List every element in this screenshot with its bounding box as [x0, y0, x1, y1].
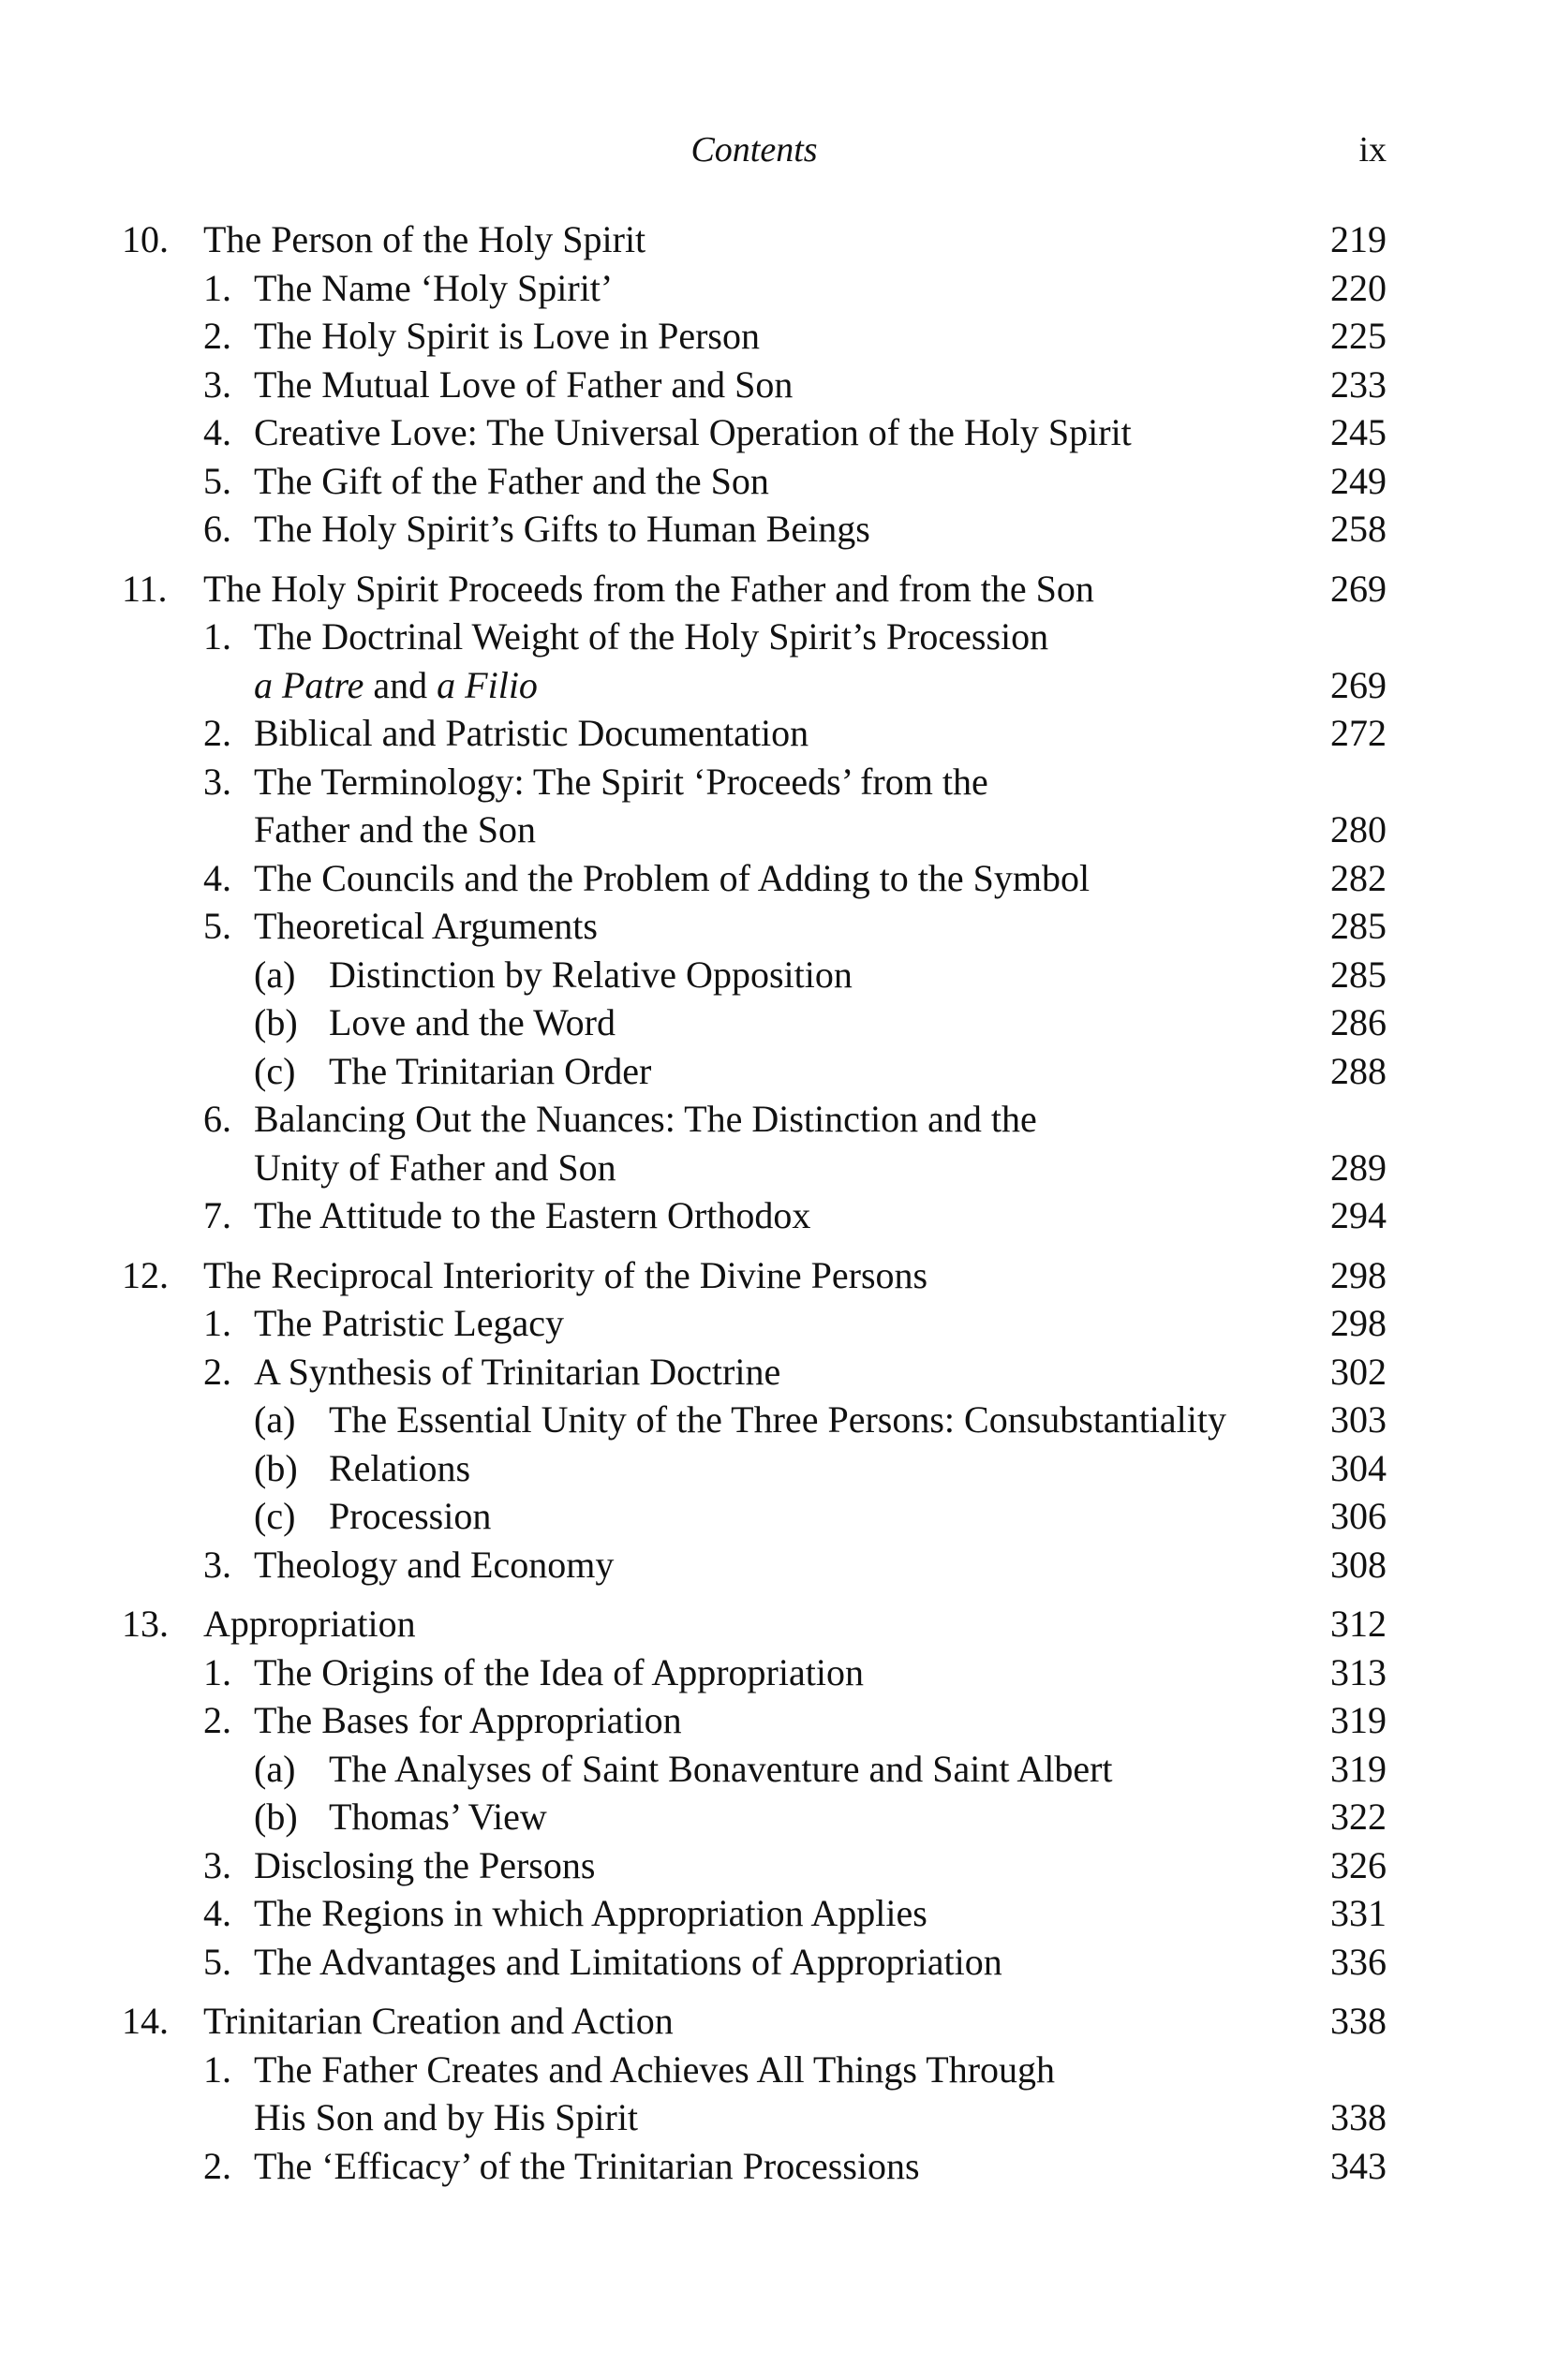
toc-chapter-row: [122, 1600, 1387, 1648]
toc-section-row: [122, 1348, 1387, 1397]
section-number: 6.: [203, 508, 231, 550]
running-header: [122, 129, 1387, 185]
section-page-number: 306: [1330, 1495, 1387, 1537]
toc-subsection-row: [122, 1396, 1387, 1444]
toc-subsection-row: [122, 998, 1387, 1047]
toc-subsection-row: [122, 1047, 1387, 1096]
toc-section-row: [122, 613, 1387, 661]
section-title: The ‘Efficacy’ of the Trinitarian Processions: [254, 2144, 920, 2187]
toc-chapter-row: [122, 1251, 1387, 1300]
section-number: 5.: [203, 905, 231, 947]
chapter-title: The Person of the Holy Spirit: [203, 218, 646, 260]
section-title: The Councils and the Problem of Adding to the Symbol: [254, 856, 1090, 899]
toc-subsection-row: [122, 1745, 1387, 1794]
toc-chapter: [122, 1997, 1387, 2190]
section-number: 2.: [203, 1350, 231, 1393]
toc-section-row: [122, 709, 1387, 758]
toc-section-row: [122, 408, 1387, 457]
chapter-number: 10.: [122, 218, 169, 260]
chapter-page-number: 298: [1330, 1253, 1387, 1296]
toc-section-row: [122, 505, 1387, 554]
section-title-continuation: [254, 661, 538, 710]
section-page-number: 308: [1330, 1543, 1387, 1586]
toc-section-row: [122, 264, 1387, 313]
section-page-number: 233: [1330, 362, 1387, 406]
chapter-title: Appropriation: [203, 1603, 416, 1645]
section-number: 2.: [203, 315, 231, 357]
section-title: Theoretical Arguments: [254, 905, 598, 947]
subsection-title: The Analyses of Saint Bonaventure and Saint Albert: [329, 1747, 1113, 1790]
section-title: The Father Creates and Achieves All Things Through: [254, 2047, 1056, 2091]
toc-subsection-row: [122, 1793, 1387, 1841]
section-page-number: 326: [1330, 1843, 1387, 1886]
section-title: The Attitude to the Eastern Orthodox: [254, 1194, 811, 1236]
section-number: 3.: [203, 760, 231, 803]
section-page-number: 298: [1330, 1302, 1387, 1344]
subsection-label: (c): [254, 1495, 296, 1537]
chapter-page-number: 338: [1330, 2000, 1387, 2042]
toc-chapter-row: [122, 1997, 1387, 2046]
toc-chapter: [122, 1600, 1387, 1986]
section-title: Disclosing the Persons: [254, 1843, 596, 1886]
section-page-number: 280: [1330, 808, 1387, 850]
section-title: The Terminology: The Spirit ‘Proceeds’ from the: [254, 760, 988, 803]
chapter-number: 12.: [122, 1253, 169, 1296]
section-number: 2.: [203, 712, 231, 754]
section-page-number: 343: [1330, 2144, 1387, 2187]
toc-section-row: [122, 1889, 1387, 1938]
section-title: The Gift of the Father and the Son: [254, 459, 769, 502]
subsection-label: (b): [254, 1796, 298, 1838]
subsection-title: Thomas’ View: [329, 1796, 547, 1838]
section-title: The Patristic Legacy: [254, 1302, 564, 1344]
page-number: ix: [1358, 130, 1387, 170]
section-page-number: 286: [1330, 1001, 1387, 1043]
section-title: The Holy Spirit is Love in Person: [254, 315, 760, 357]
subsection-title: Distinction by Relative Opposition: [329, 953, 853, 996]
section-number: 1.: [203, 266, 231, 309]
subsection-label: (a): [254, 1398, 296, 1441]
chapter-number: 13.: [122, 1603, 169, 1645]
toc-section-row: [122, 1191, 1387, 1240]
section-page-number: 331: [1330, 1892, 1387, 1934]
subsection-title: Procession: [329, 1495, 492, 1537]
section-title: The Holy Spirit’s Gifts to Human Beings: [254, 508, 870, 550]
section-title: The Origins of the Idea of Appropriation: [254, 1650, 864, 1693]
subsection-title: The Trinitarian Order: [329, 1049, 652, 1092]
section-page-number: 336: [1330, 1940, 1387, 1983]
toc-chapter-row: [122, 215, 1387, 264]
running-title: Contents: [690, 130, 818, 170]
section-number: 1.: [203, 2047, 231, 2091]
section-number: 4.: [203, 1892, 231, 1934]
section-number: 1.: [203, 615, 231, 658]
section-page-number: 249: [1330, 459, 1387, 502]
title-fragment: a Filio: [437, 663, 538, 706]
section-number: 2.: [203, 1699, 231, 1741]
chapter-title: The Holy Spirit Proceeds from the Father and from the Son: [203, 567, 1094, 610]
section-title-continuation: Father and the Son: [254, 808, 537, 850]
section-page-number: 285: [1330, 953, 1387, 996]
section-number: 4.: [203, 856, 231, 899]
chapter-number: 14.: [122, 2000, 169, 2042]
section-title-continuation: Unity of Father and Son: [254, 1146, 616, 1189]
section-title: Biblical and Patristic Documentation: [254, 712, 809, 754]
toc-section-row: [122, 1938, 1387, 1987]
subsection-label: (a): [254, 1747, 296, 1790]
section-number: 3.: [203, 1843, 231, 1886]
section-number: 3.: [203, 1543, 231, 1586]
toc-section-continuation: [122, 661, 1387, 710]
table-of-contents: [122, 215, 1387, 2201]
toc-section-continuation: [122, 806, 1387, 854]
section-page-number: 338: [1330, 2096, 1387, 2138]
toc-chapter: [122, 1251, 1387, 1589]
section-number: 4.: [203, 411, 231, 453]
title-fragment: a Patre: [254, 663, 364, 706]
toc-section-continuation: [122, 1144, 1387, 1192]
section-number: 5.: [203, 459, 231, 502]
section-title: The Mutual Love of Father and Son: [254, 362, 794, 406]
section-number: 2.: [203, 2144, 231, 2187]
section-number: 6.: [203, 1098, 231, 1140]
section-title: Balancing Out the Nuances: The Distinction and the: [254, 1098, 1037, 1140]
toc-subsection-row: [122, 951, 1387, 999]
section-number: 3.: [203, 362, 231, 406]
chapter-title: Trinitarian Creation and Action: [203, 2000, 674, 2042]
section-title: Theology and Economy: [254, 1543, 615, 1586]
toc-chapter: [122, 215, 1387, 554]
subsection-title: Love and the Word: [329, 1001, 616, 1043]
section-page-number: 289: [1330, 1146, 1387, 1189]
section-page-number: 269: [1330, 663, 1387, 706]
toc-section-row: [122, 1648, 1387, 1697]
toc-section-continuation: [122, 2093, 1387, 2142]
section-page-number: 313: [1330, 1650, 1387, 1693]
section-number: 7.: [203, 1194, 231, 1236]
subsection-title: Relations: [329, 1446, 471, 1489]
chapter-page-number: 312: [1330, 1603, 1387, 1645]
toc-section-row: [122, 312, 1387, 361]
section-page-number: 285: [1330, 905, 1387, 947]
toc-section-row: [122, 1095, 1387, 1144]
section-title: The Advantages and Limitations of Appropriation: [254, 1940, 1002, 1983]
section-title: A Synthesis of Trinitarian Doctrine: [254, 1350, 781, 1393]
section-title: The Regions in which Appropriation Applies: [254, 1892, 927, 1934]
toc-section-row: [122, 1841, 1387, 1890]
chapter-page-number: 219: [1330, 218, 1387, 260]
section-page-number: 288: [1330, 1049, 1387, 1092]
toc-chapter-row: [122, 565, 1387, 613]
section-page-number: 245: [1330, 411, 1387, 453]
section-title: The Bases for Appropriation: [254, 1699, 682, 1741]
toc-section-row: [122, 758, 1387, 806]
chapter-page-number: 269: [1330, 567, 1387, 610]
toc-section-row: [122, 1299, 1387, 1348]
toc-section-row: [122, 1541, 1387, 1589]
subsection-label: (c): [254, 1049, 296, 1092]
section-page-number: 303: [1330, 1398, 1387, 1441]
subsection-title: The Essential Unity of the Three Persons: Consubstantiality: [329, 1398, 1227, 1441]
title-fragment: and: [363, 663, 438, 706]
section-page-number: 319: [1330, 1699, 1387, 1741]
toc-section-row: [122, 1696, 1387, 1745]
section-page-number: 304: [1330, 1446, 1387, 1489]
toc-section-row: [122, 2046, 1387, 2094]
toc-section-row: [122, 457, 1387, 506]
section-title-continuation: His Son and by His Spirit: [254, 2096, 639, 2138]
toc-subsection-row: [122, 1492, 1387, 1541]
section-page-number: 272: [1330, 712, 1387, 754]
section-page-number: 258: [1330, 508, 1387, 550]
section-number: 1.: [203, 1650, 231, 1693]
section-page-number: 294: [1330, 1194, 1387, 1236]
section-page-number: 220: [1330, 266, 1387, 309]
toc-section-row: [122, 361, 1387, 409]
section-title: The Name ‘Holy Spirit’: [254, 266, 614, 309]
chapter-title: The Reciprocal Interiority of the Divine Persons: [203, 1253, 928, 1296]
toc-section-row: [122, 2142, 1387, 2191]
toc-section-row: [122, 854, 1387, 903]
section-title: Creative Love: The Universal Operation of the Holy Spirit: [254, 411, 1132, 453]
subsection-label: (b): [254, 1001, 298, 1043]
subsection-label: (a): [254, 953, 296, 996]
section-page-number: 302: [1330, 1350, 1387, 1393]
section-number: 5.: [203, 1940, 231, 1983]
section-page-number: 225: [1330, 315, 1387, 357]
toc-section-row: [122, 902, 1387, 951]
section-page-number: 319: [1330, 1747, 1387, 1790]
section-page-number: 282: [1330, 856, 1387, 899]
toc-chapter: [122, 565, 1387, 1240]
subsection-label: (b): [254, 1446, 298, 1489]
chapter-number: 11.: [122, 567, 168, 610]
section-title: The Doctrinal Weight of the Holy Spirit’s Procession: [254, 615, 1049, 658]
toc-subsection-row: [122, 1444, 1387, 1493]
section-number: 1.: [203, 1302, 231, 1344]
section-page-number: 322: [1330, 1796, 1387, 1838]
